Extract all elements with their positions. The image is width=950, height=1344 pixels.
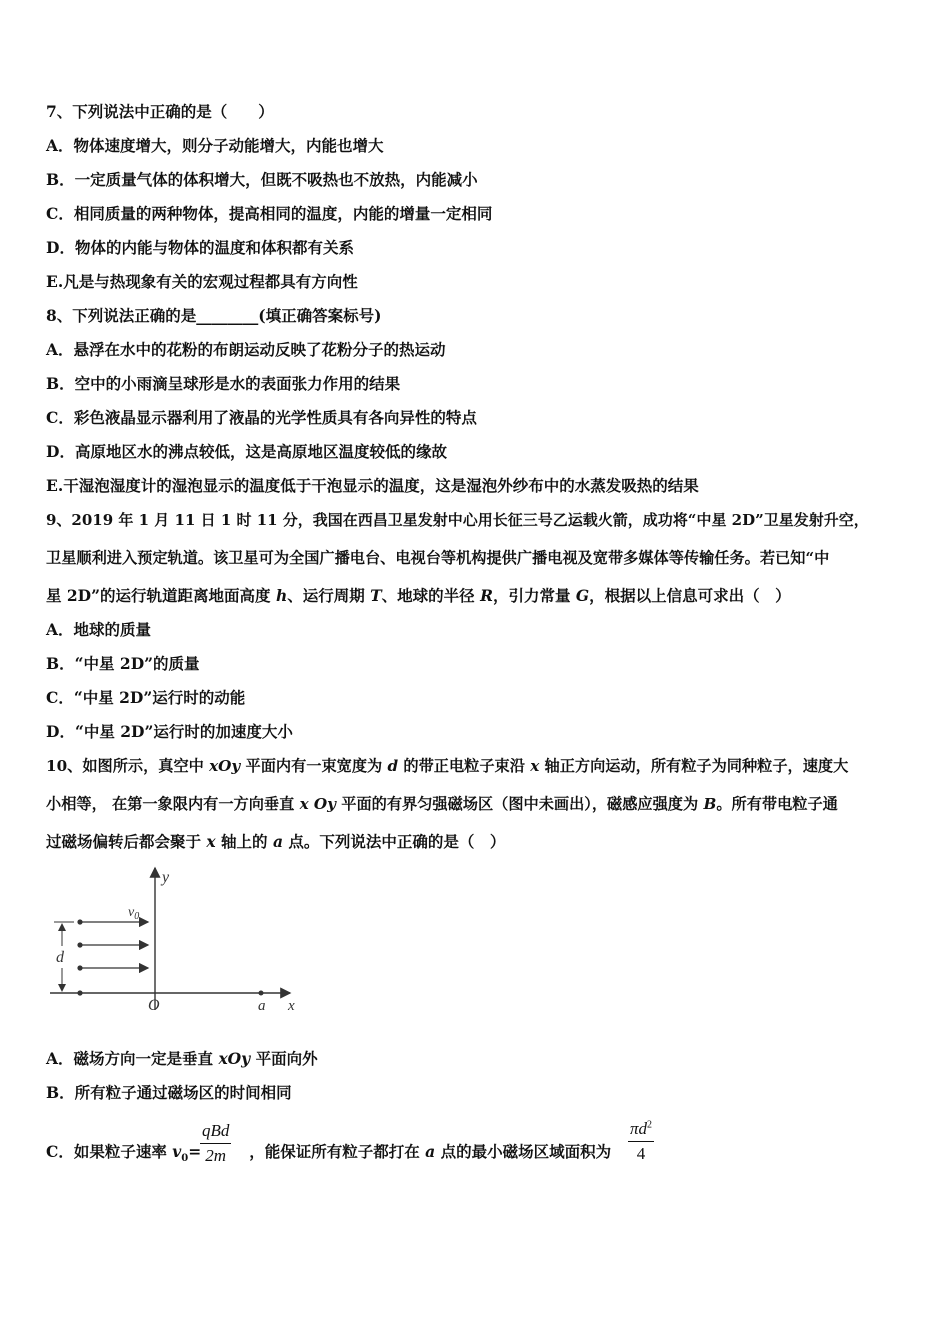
q7-option-c: C．相同质量的两种物体，提高相同的温度，内能的增量一定相同 (46, 204, 493, 223)
q8-option-c: C．彩色液晶显示器利用了液晶的光学性质具有各向异性的特点 (46, 408, 477, 427)
var-T: T (370, 586, 382, 605)
q10-option-a: A．磁场方向一定是垂直 xOy 平面向外 (46, 1049, 318, 1068)
q9-option-d: D．“中星 2D”运行时的加速度大小 (46, 722, 293, 741)
particle-beam-diagram (40, 860, 310, 1020)
y-axis-label: y (162, 869, 170, 886)
origin-label: O (148, 997, 160, 1014)
q8-option-d: D．高原地区水的沸点较低，这是高原地区温度较低的缘故 (46, 442, 447, 461)
q8-option-a: A．悬浮在水中的花粉的布朗运动反映了花粉分子的热运动 (46, 340, 446, 359)
q9-stem-line1: 9、2019 年 1 月 11 日 1 时 11 分，我国在西昌卫星发射中心用长征三号乙运载火箭，成功将“中星 2D”卫星发射升空， (46, 511, 869, 529)
q9-stem-line3: 星 2D”的运行轨道距离地面高度 h、运行周期 T、地球的半径 R，引力常量 G，根据以上信息可求出（ ） (46, 586, 791, 605)
q10-stem-line2: 小相等， 在第一象限内有一方向垂直 x Oy 平面的有界匀强磁场区（图中未画出），磁感应强度为 B。所有带电粒子通 (46, 795, 838, 813)
q8-option-e: E.干湿泡湿度计的湿泡显示的温度低于干泡显示的温度，这是湿泡外纱布中的水蒸发吸热的结果 (46, 476, 699, 495)
q8-stem: 8、下列说法正确的是________(填正确答案标号) (46, 306, 382, 325)
q8-option-b: B．空中的小雨滴呈球形是水的表面张力作用的结果 (46, 374, 401, 393)
fraction-qBd-over-2m: qBd 2m (202, 1121, 230, 1165)
point-a-label: a (258, 998, 266, 1014)
x-axis-label: x (288, 998, 295, 1014)
q7-option-b: B．一定质量气体的体积增大，但既不吸热也不放热，内能减小 (46, 170, 478, 189)
width-d-label: d (56, 949, 64, 966)
q10-stem-line1: 10、如图所示，真空中 xOy 平面内有一束宽度为 d 的带正电粒子束沿 x 轴正方向运动，所有粒子为同种粒子，速度大 (46, 757, 849, 775)
var-R: R (480, 586, 493, 605)
q7-stem: 7、下列说法中正确的是（ ） (46, 102, 274, 121)
q7-option-e: E.凡是与热现象有关的宏观过程都具有方向性 (46, 272, 358, 291)
q7-option-d: D．物体的内能与物体的温度和体积都有关系 (46, 238, 354, 257)
q9-option-c: C．“中星 2D”运行时的动能 (46, 688, 246, 707)
fraction-pi-d2-over-4: $\frac{\pi d^2}{4}$ (630, 1119, 653, 1163)
var-G: G (575, 586, 590, 605)
point-a-dot (259, 991, 264, 996)
q9-stem-line2: 卫星顺利进入预定轨道。该卫星可为全国广播电台、电视台等机构提供广播电视及宽带多媒体等传输任务。若已知“中 (46, 549, 830, 567)
q10-option-b: B．所有粒子通过磁场区的时间相同 (46, 1083, 292, 1102)
q7-option-a: A．物体速度增大，则分子动能增大，内能也增大 (46, 136, 384, 155)
var-h: h (275, 586, 288, 605)
q10-stem-line3: 过磁场偏转后都会聚于 x 轴上的 a 点。下列说法中正确的是（ ） (46, 832, 506, 851)
v0-label: $v_0$ (128, 905, 140, 922)
particle-4 (77, 990, 82, 995)
q9-option-b: B．“中星 2D”的质量 (46, 654, 200, 673)
q9-option-a: A．地球的质量 (46, 620, 152, 639)
q10-option-c: C．如果粒子速率 $v_0=$ ，能保证所有粒子都打在 a 点的最小磁场区域面积为 (46, 1142, 612, 1165)
